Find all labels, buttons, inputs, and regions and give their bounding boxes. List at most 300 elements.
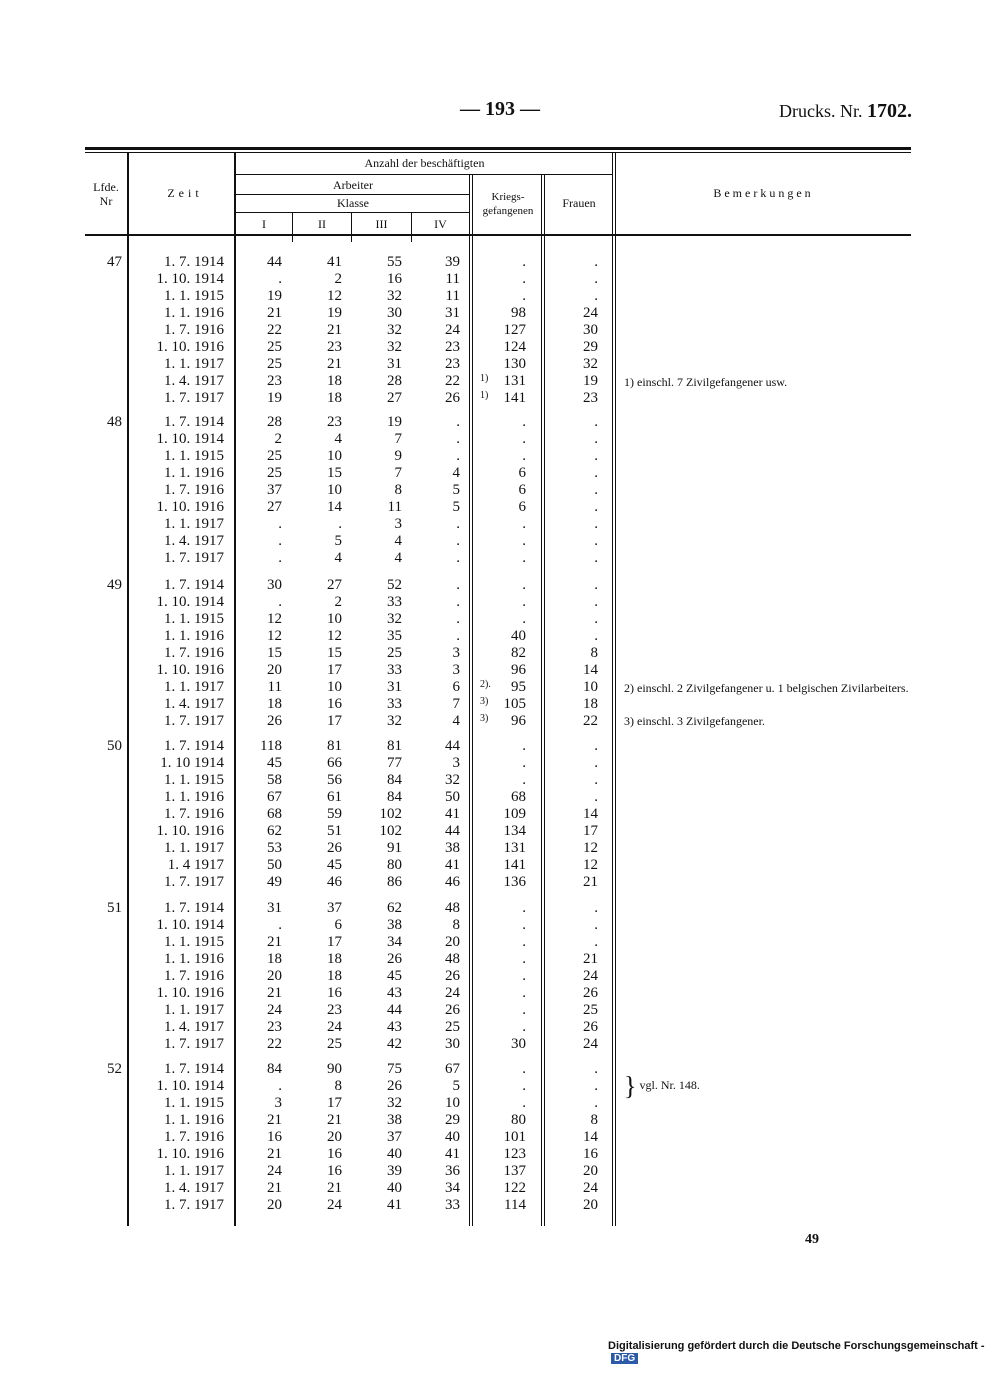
table-row: [0, 431, 1000, 448]
table-row: [0, 1197, 1000, 1214]
cell-i: 50: [267, 857, 282, 873]
print-number: [779, 100, 912, 123]
cell-iii: 41: [387, 1197, 402, 1213]
cell-fr: .: [594, 499, 598, 515]
header-bemerkungen: Bemerkungen: [713, 186, 814, 200]
cell-iv: 25: [445, 1019, 460, 1035]
cell-iv: .: [456, 594, 460, 610]
cell-kg: .: [522, 550, 526, 566]
cell-iv: .: [456, 516, 460, 532]
cell-date: 1. 1. 1915: [164, 448, 224, 464]
cell-ii: 16: [327, 696, 342, 712]
cell-fr: 30: [583, 322, 598, 338]
cell-date: 1. 7. 1914: [164, 1061, 224, 1077]
cell-ii: 10: [327, 611, 342, 627]
cell-iii: 26: [387, 951, 402, 967]
cell-fr: 18: [583, 696, 598, 712]
cell-date: 1. 10. 1914: [156, 271, 224, 287]
cell-fr: 8: [590, 645, 598, 661]
cell-iv: 22: [445, 373, 460, 389]
table-row: [0, 1163, 1000, 1180]
cell-date: 1. 7. 1917: [164, 713, 224, 729]
table-row: [0, 482, 1000, 499]
cell-date: 1. 7. 1914: [164, 414, 224, 430]
cell-i: 21: [267, 305, 282, 321]
cell-i: 25: [267, 448, 282, 464]
cell-i: 25: [267, 356, 282, 372]
cell-iii: 4: [394, 550, 402, 566]
cell-i: .: [278, 516, 282, 532]
table-row: [0, 533, 1000, 550]
cell-fr: .: [594, 1061, 598, 1077]
cell-iv: 24: [445, 322, 460, 338]
cell-date: 1. 7. 1917: [164, 390, 224, 406]
cell-iv: .: [456, 431, 460, 447]
table-row: [0, 738, 1000, 755]
cell-fr: .: [594, 414, 598, 430]
cell-iii: 26: [387, 1078, 402, 1094]
cell-date: 1. 10. 1914: [156, 594, 224, 610]
cell-i: 118: [260, 738, 282, 754]
cell-i: 20: [267, 968, 282, 984]
cell-date: 1. 1. 1915: [164, 772, 224, 788]
cell-fr: 19: [583, 373, 598, 389]
cell-iv: .: [456, 414, 460, 430]
remark-4-brace: }: [624, 1071, 637, 1101]
table-row: [0, 1019, 1000, 1036]
cell-iv: 30: [445, 1036, 460, 1052]
cell-kg: 134: [503, 823, 526, 839]
footnote-marker: 1): [480, 373, 489, 384]
cell-ii: 51: [327, 823, 342, 839]
cell-kg: 6: [518, 482, 526, 498]
table-row: [0, 1129, 1000, 1146]
cell-i: 22: [267, 322, 282, 338]
cell-iii: 16: [387, 271, 402, 287]
cell-date: 1. 4. 1917: [164, 533, 224, 549]
table-row: [0, 465, 1000, 482]
cell-kg: 131: [503, 373, 526, 389]
cell-kg: 6: [518, 499, 526, 515]
table-row: [0, 917, 1000, 934]
cell-date: 1. 7. 1914: [164, 577, 224, 593]
cell-fr: 16: [583, 1146, 598, 1162]
table-row: [0, 968, 1000, 985]
cell-i: 53: [267, 840, 282, 856]
cell-iii: 4: [394, 533, 402, 549]
cell-date: 1. 1. 1916: [164, 951, 224, 967]
cell-ii: 20: [327, 1129, 342, 1145]
table-row: [0, 1002, 1000, 1019]
cell-kg: .: [522, 271, 526, 287]
cell-i: .: [278, 550, 282, 566]
cell-date: 1. 1. 1917: [164, 840, 224, 856]
cell-iii: 32: [387, 339, 402, 355]
cell-ii: .: [338, 516, 342, 532]
cell-iv: 41: [445, 806, 460, 822]
cell-fr: .: [594, 1078, 598, 1094]
cell-date: 1. 7. 1917: [164, 1197, 224, 1213]
cell-kg: .: [522, 431, 526, 447]
cell-ii: 59: [327, 806, 342, 822]
cell-kg: 109: [503, 806, 526, 822]
cell-ii: 23: [327, 1002, 342, 1018]
table-top-rule: [85, 147, 911, 150]
print-number-value: 1702.: [867, 100, 912, 122]
cell-fr: .: [594, 755, 598, 771]
cell-kg: 137: [503, 1163, 526, 1179]
cell-date: 1. 7. 1917: [164, 874, 224, 890]
cell-ii: 6: [334, 917, 342, 933]
print-prefix: Drucks. Nr.: [779, 101, 863, 121]
cell-kg: 141: [503, 857, 526, 873]
cell-ii: 17: [327, 1095, 342, 1111]
table-row: [0, 414, 1000, 431]
cell-fr: 24: [583, 305, 598, 321]
cell-iii: 8: [394, 482, 402, 498]
table-row: [0, 823, 1000, 840]
header-class-iv: IV: [434, 217, 447, 231]
cell-date: 1. 10. 1916: [156, 985, 224, 1001]
table-row: [0, 339, 1000, 356]
cell-iv: 20: [445, 934, 460, 950]
cell-iv: .: [456, 577, 460, 593]
cell-date: 1. 10. 1916: [156, 1146, 224, 1162]
cell-iii: 40: [387, 1146, 402, 1162]
cell-i: .: [278, 533, 282, 549]
cell-iv: 38: [445, 840, 460, 856]
header-class-i: I: [262, 217, 266, 231]
cell-i: 67: [267, 789, 282, 805]
cell-iii: 3: [394, 516, 402, 532]
cell-ii: 21: [327, 356, 342, 372]
cell-date: 1. 7. 1916: [164, 968, 224, 984]
cell-i: .: [278, 594, 282, 610]
cell-ii: 12: [327, 288, 342, 304]
row-lfd-nr: 47: [107, 254, 122, 270]
cell-kg: .: [522, 1061, 526, 1077]
cell-fr: .: [594, 789, 598, 805]
cell-kg: .: [522, 254, 526, 270]
cell-ii: 90: [327, 1061, 342, 1077]
cell-fr: 32: [583, 356, 598, 372]
cell-i: 30: [267, 577, 282, 593]
cell-date: 1. 10. 1916: [156, 662, 224, 678]
cell-iii: 27: [387, 390, 402, 406]
cell-i: 23: [267, 373, 282, 389]
cell-i: 58: [267, 772, 282, 788]
cell-fr: .: [594, 611, 598, 627]
cell-ii: 25: [327, 1036, 342, 1052]
cell-kg: .: [522, 611, 526, 627]
row-lfd-nr: 52: [107, 1061, 122, 1077]
cell-i: 20: [267, 662, 282, 678]
cell-kg: 40: [511, 628, 526, 644]
cell-fr: 12: [583, 857, 598, 873]
cell-ii: 17: [327, 662, 342, 678]
cell-date: 1. 10. 1914: [156, 431, 224, 447]
cell-iv: 5: [452, 499, 460, 515]
cell-kg: .: [522, 968, 526, 984]
cell-iv: 46: [445, 874, 460, 890]
remark-4: [624, 1071, 914, 1101]
table-row: [0, 874, 1000, 891]
cell-iii: 81: [387, 738, 402, 754]
cell-fr: .: [594, 577, 598, 593]
cell-ii: 24: [327, 1197, 342, 1213]
cell-i: 68: [267, 806, 282, 822]
cell-date: 1. 1. 1915: [164, 934, 224, 950]
cell-date: 1. 7. 1916: [164, 482, 224, 498]
row-lfd-nr: 48: [107, 414, 122, 430]
cell-kg: 96: [511, 713, 526, 729]
cell-fr: .: [594, 431, 598, 447]
cell-kg: 82: [511, 645, 526, 661]
cell-ii: 16: [327, 1146, 342, 1162]
cell-iii: 38: [387, 917, 402, 933]
cell-kg: 127: [503, 322, 526, 338]
cell-iv: 5: [452, 482, 460, 498]
cell-i: 20: [267, 1197, 282, 1213]
cell-kg: .: [522, 900, 526, 916]
cell-date: 1. 1. 1917: [164, 516, 224, 532]
cell-iv: 11: [445, 271, 460, 287]
cell-date: 1. 7. 1917: [164, 550, 224, 566]
table-row: [0, 271, 1000, 288]
cell-fr: .: [594, 448, 598, 464]
table-row: [0, 900, 1000, 917]
cell-kg: .: [522, 288, 526, 304]
table-top-rule-thin: [85, 152, 911, 153]
cell-iii: 11: [387, 499, 402, 515]
cell-ii: 21: [327, 322, 342, 338]
cell-iii: 43: [387, 985, 402, 1001]
cell-iv: 8: [452, 917, 460, 933]
cell-i: 12: [267, 628, 282, 644]
cell-iv: 41: [445, 857, 460, 873]
footnote-marker: 2).: [480, 679, 491, 690]
table-row: [0, 789, 1000, 806]
row-lfd-nr: 49: [107, 577, 122, 593]
table-row: [0, 951, 1000, 968]
table-row: [0, 516, 1000, 533]
cell-iv: 7: [452, 696, 460, 712]
header-kriegsgefangenen: Kriegs-gefangenen: [482, 191, 534, 217]
cell-date: 1. 1. 1915: [164, 611, 224, 627]
cell-date: 1. 1. 1917: [164, 1163, 224, 1179]
cell-ii: 21: [327, 1112, 342, 1128]
cell-date: 1. 1. 1917: [164, 356, 224, 372]
cell-i: 49: [267, 874, 282, 890]
cell-ii: 17: [327, 934, 342, 950]
cell-kg: 105: [503, 696, 526, 712]
cell-i: 25: [267, 465, 282, 481]
cell-i: 21: [267, 934, 282, 950]
cell-date: 1. 7. 1916: [164, 1129, 224, 1145]
cell-fr: .: [594, 271, 598, 287]
table-row: [0, 1180, 1000, 1197]
cell-fr: .: [594, 1095, 598, 1111]
table-row: [0, 857, 1000, 874]
cell-iv: 33: [445, 1197, 460, 1213]
cell-i: 2: [274, 431, 282, 447]
cell-iii: 86: [387, 874, 402, 890]
cell-iii: 32: [387, 288, 402, 304]
cell-kg: .: [522, 448, 526, 464]
cell-i: 16: [267, 1129, 282, 1145]
header-anzahl: Anzahl der beschäftigten: [364, 156, 485, 170]
cell-fr: .: [594, 465, 598, 481]
cell-kg: 96: [511, 662, 526, 678]
cell-iii: 32: [387, 322, 402, 338]
cell-i: 21: [267, 1146, 282, 1162]
cell-ii: 16: [327, 1163, 342, 1179]
footnote-marker: 3): [480, 713, 489, 724]
cell-i: 22: [267, 1036, 282, 1052]
cell-fr: 14: [583, 806, 598, 822]
cell-iii: 32: [387, 611, 402, 627]
cell-fr: 8: [590, 1112, 598, 1128]
table-row: [0, 696, 1000, 713]
cell-date: 1. 4. 1917: [164, 696, 224, 712]
cell-i: 28: [267, 414, 282, 430]
cell-fr: 24: [583, 968, 598, 984]
cell-ii: 4: [334, 431, 342, 447]
cell-fr: .: [594, 550, 598, 566]
cell-iii: 84: [387, 772, 402, 788]
cell-iii: 25: [387, 645, 402, 661]
cell-iv: 3: [452, 755, 460, 771]
cell-date: 1. 10. 1914: [156, 1078, 224, 1094]
cell-date: 1. 7. 1914: [164, 738, 224, 754]
cell-date: 1. 7. 1917: [164, 1036, 224, 1052]
cell-fr: .: [594, 288, 598, 304]
row-lfd-nr: 50: [107, 738, 122, 754]
header-class-iii: III: [375, 217, 388, 231]
cell-date: 1. 1. 1917: [164, 1002, 224, 1018]
cell-iii: 30: [387, 305, 402, 321]
cell-kg: .: [522, 1002, 526, 1018]
cell-iii: 38: [387, 1112, 402, 1128]
cell-kg: .: [522, 577, 526, 593]
cell-iv: 24: [445, 985, 460, 1001]
cell-kg: .: [522, 738, 526, 754]
cell-fr: 26: [583, 985, 598, 1001]
cell-kg: 95: [511, 679, 526, 695]
table-row: [0, 356, 1000, 373]
cell-kg: 6: [518, 465, 526, 481]
cell-kg: 141: [503, 390, 526, 406]
cell-kg: .: [522, 516, 526, 532]
table-row: [0, 645, 1000, 662]
cell-fr: .: [594, 934, 598, 950]
cell-ii: 5: [334, 533, 342, 549]
cell-iii: 32: [387, 1095, 402, 1111]
cell-i: .: [278, 917, 282, 933]
cell-fr: 26: [583, 1019, 598, 1035]
cell-iv: 67: [445, 1061, 460, 1077]
cell-ii: 10: [327, 448, 342, 464]
cell-ii: 21: [327, 1180, 342, 1196]
cell-iii: 91: [387, 840, 402, 856]
table-row: [0, 662, 1000, 679]
cell-fr: 20: [583, 1197, 598, 1213]
cell-ii: 46: [327, 874, 342, 890]
cell-kg: .: [522, 934, 526, 950]
remark-2: 2) einschl. 2 Zivilgefangener u. 1 belgischen Zivilarbeiters.: [624, 681, 909, 695]
cell-i: 12: [267, 611, 282, 627]
cell-iv: 23: [445, 356, 460, 372]
table-row: [0, 254, 1000, 271]
cell-ii: 26: [327, 840, 342, 856]
table-row: [0, 305, 1000, 322]
cell-ii: 2: [334, 271, 342, 287]
bottom-page-number: 49: [805, 1232, 819, 1247]
cell-i: .: [278, 271, 282, 287]
cell-date: 1. 7. 1914: [164, 254, 224, 270]
cell-iv: 26: [445, 968, 460, 984]
cell-fr: 29: [583, 339, 598, 355]
cell-fr: 21: [583, 874, 598, 890]
cell-ii: 15: [327, 645, 342, 661]
cell-iv: 41: [445, 1146, 460, 1162]
cell-iv: 31: [445, 305, 460, 321]
cell-date: 1. 7. 1914: [164, 900, 224, 916]
table-row: [0, 550, 1000, 567]
header-zeit: Zeit: [167, 186, 203, 200]
cell-date: 1. 10. 1916: [156, 823, 224, 839]
cell-fr: 24: [583, 1036, 598, 1052]
cell-ii: 19: [327, 305, 342, 321]
cell-ii: 10: [327, 679, 342, 695]
cell-ii: 10: [327, 482, 342, 498]
cell-fr: 12: [583, 840, 598, 856]
cell-fr: 23: [583, 390, 598, 406]
arbeiter-underline: [236, 194, 470, 195]
table-row: [0, 1095, 1000, 1112]
cell-iii: 77: [387, 755, 402, 771]
cell-fr: 20: [583, 1163, 598, 1179]
cell-i: 21: [267, 985, 282, 1001]
cell-i: 44: [267, 254, 282, 270]
cell-iii: 34: [387, 934, 402, 950]
cell-kg: .: [522, 755, 526, 771]
table-row: [0, 628, 1000, 645]
cell-kg: .: [522, 414, 526, 430]
anzahl-underline: [236, 174, 613, 175]
cell-i: .: [278, 1078, 282, 1094]
remark-1: 1) einschl. 7 Zivilgefangener usw.: [624, 375, 788, 389]
cell-iv: .: [456, 550, 460, 566]
remark-3: 3) einschl. 3 Zivilgefangener.: [624, 714, 765, 728]
table-row: [0, 1112, 1000, 1129]
cell-date: 1. 1. 1917: [164, 679, 224, 695]
cell-kg: 122: [503, 1180, 526, 1196]
cell-fr: .: [594, 772, 598, 788]
cell-kg: .: [522, 951, 526, 967]
cell-iv: 40: [445, 1129, 460, 1145]
cell-ii: 37: [327, 900, 342, 916]
cell-iv: 36: [445, 1163, 460, 1179]
cell-fr: .: [594, 738, 598, 754]
table-row: [0, 577, 1000, 594]
cell-i: 23: [267, 1019, 282, 1035]
header-class-ii: II: [318, 217, 326, 231]
cell-fr: 14: [583, 662, 598, 678]
cell-date: 1. 10. 1916: [156, 499, 224, 515]
cell-kg: .: [522, 1095, 526, 1111]
table-row: [0, 772, 1000, 789]
